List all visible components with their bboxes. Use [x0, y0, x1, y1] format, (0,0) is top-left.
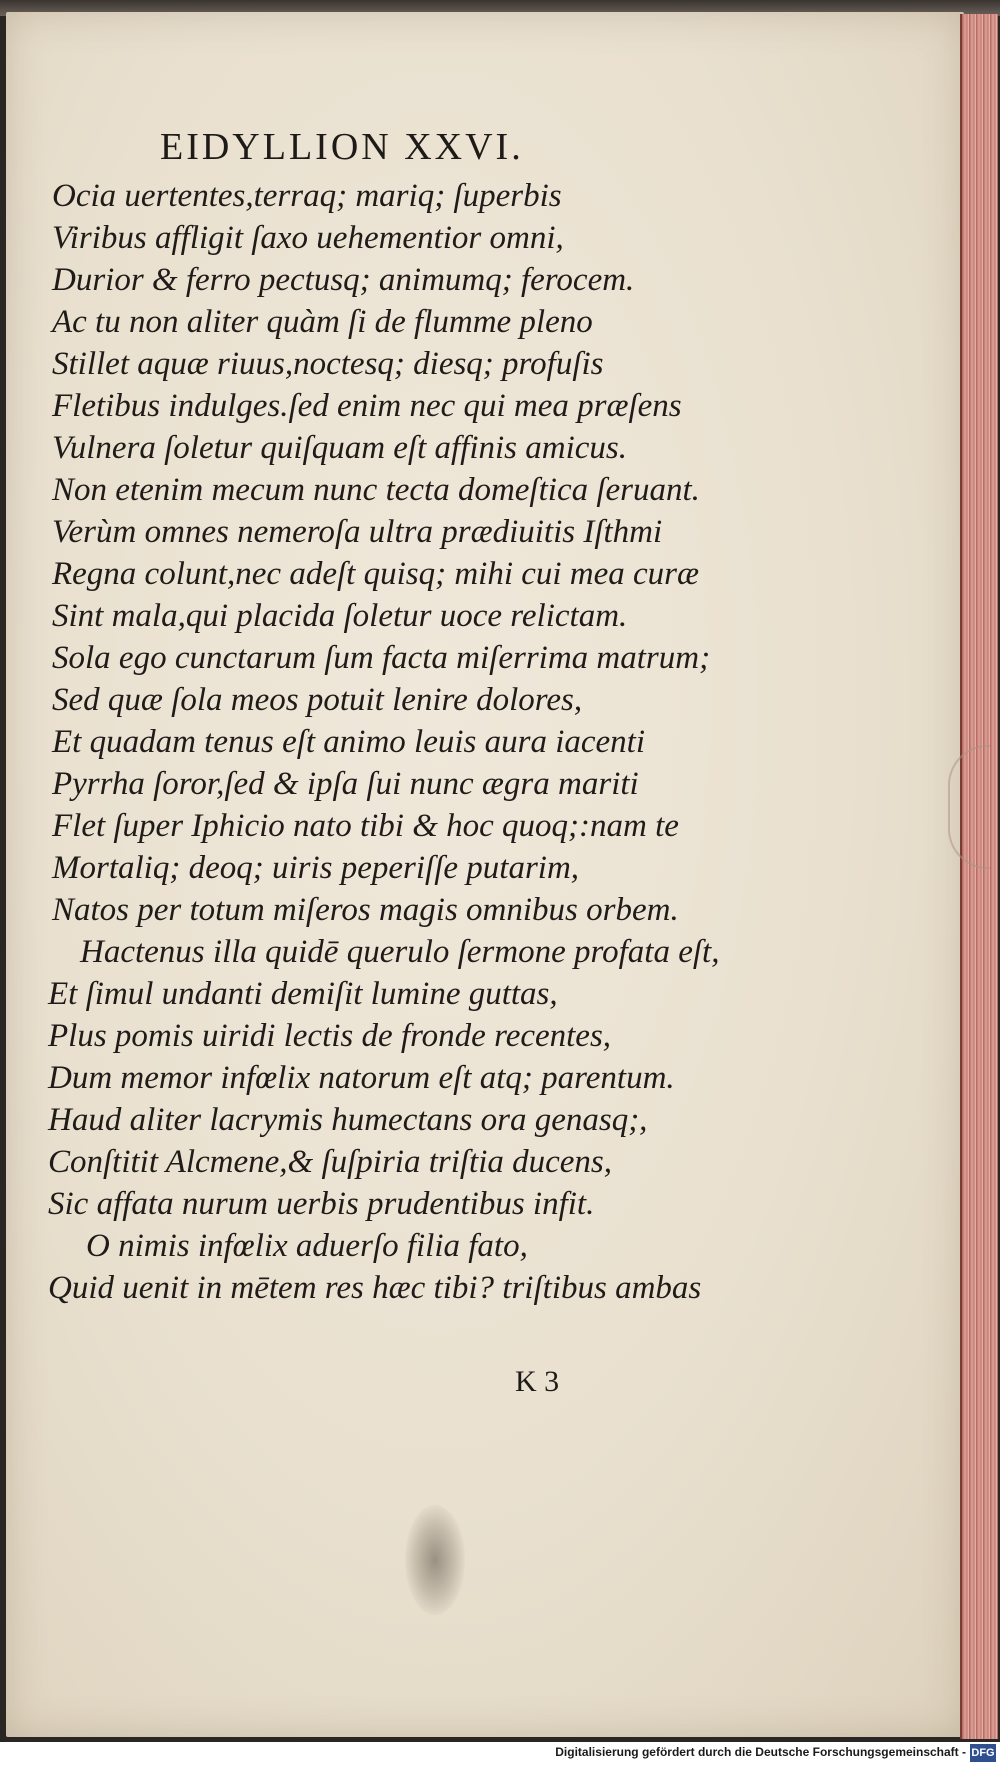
running-header: EIDYLLION XXVI.: [160, 126, 524, 168]
text-line: Stillet aquæ riuus,noctesq; diesq; profuſis: [52, 346, 604, 382]
text-line: Mortaliq; deoq; uiris peperiſſe putarim,: [52, 850, 580, 886]
text-line: Vulnera ſoletur quiſquam eſt affinis amicus.: [52, 430, 628, 466]
text-line: Natos per totum miſeros magis omnibus orbem.: [52, 892, 679, 928]
paper-stain: [405, 1505, 465, 1615]
text-line: Viribus affligit ſaxo uehementior omni,: [52, 220, 564, 256]
credit-bar: [0, 1742, 1000, 1765]
text-line: Ac tu non aliter quàm ſi de flumme pleno: [52, 304, 593, 340]
text-line: Fletibus indulges.ſed enim nec qui mea præſens: [52, 388, 682, 424]
text-line: Conſtitit Alcmene,& ſuſpiria triſtia ducens,: [48, 1144, 613, 1180]
page-edge: [960, 14, 998, 1739]
text-line: Flet ſuper Iphicio nato tibi & hoc quoq;:nam te: [52, 808, 679, 844]
text-line: Haud aliter lacrymis humectans ora genasq;,: [48, 1102, 648, 1138]
text-line: Quid uenit in mētem res hæc tibi? triſtibus ambas: [48, 1270, 702, 1306]
text-line: Regna colunt,nec adeſt quisq; mihi cui mea curæ: [52, 556, 700, 592]
text-line: Verùm omnes nemeroſa ultra prædiuitis Iſthmi: [52, 514, 663, 550]
text-line: Et quadam tenus eſt animo leuis aura iacenti: [52, 724, 646, 760]
text-line: Sed quæ ſola meos potuit lenire dolores,: [52, 682, 583, 718]
text-line: Sola ego cunctarum ſum facta miſerrima matrum;: [52, 640, 711, 676]
credit-text: Digitalisierung gefördert durch die Deutsche Forschungsgemeinschaft -: [555, 1745, 966, 1759]
text-line: Et ſimul undanti demiſit lumine guttas,: [48, 976, 558, 1012]
text-line: Dum memor infœlix natorum eſt atq; parentum.: [48, 1060, 675, 1096]
text-line: Plus pomis uiridi lectis de fronde recentes,: [48, 1018, 612, 1054]
signature-mark: K 3: [515, 1365, 560, 1398]
text-line: Pyrrha ſoror,ſed & ipſa ſui nunc ægra mariti: [52, 766, 639, 802]
text-line: Non etenim mecum nunc tecta domeſtica ſeruant.: [52, 472, 700, 508]
text-line: Hactenus illa quidē querulo ſermone profata eſt,: [80, 934, 720, 970]
text-line: O nimis infœlix aduerſo filia fato,: [86, 1228, 528, 1264]
dfg-logo: DFG: [970, 1744, 996, 1762]
text-line: Durior & ferro pectusq; animumq; ferocem.: [52, 262, 635, 298]
text-line: Sic affata nurum uerbis prudentibus infit.: [48, 1186, 595, 1222]
text-line: Ocia uertentes,terraq; mariq; ſuperbis: [52, 178, 562, 214]
text-line: Sint mala,qui placida ſoletur uoce relictam.: [52, 598, 628, 634]
